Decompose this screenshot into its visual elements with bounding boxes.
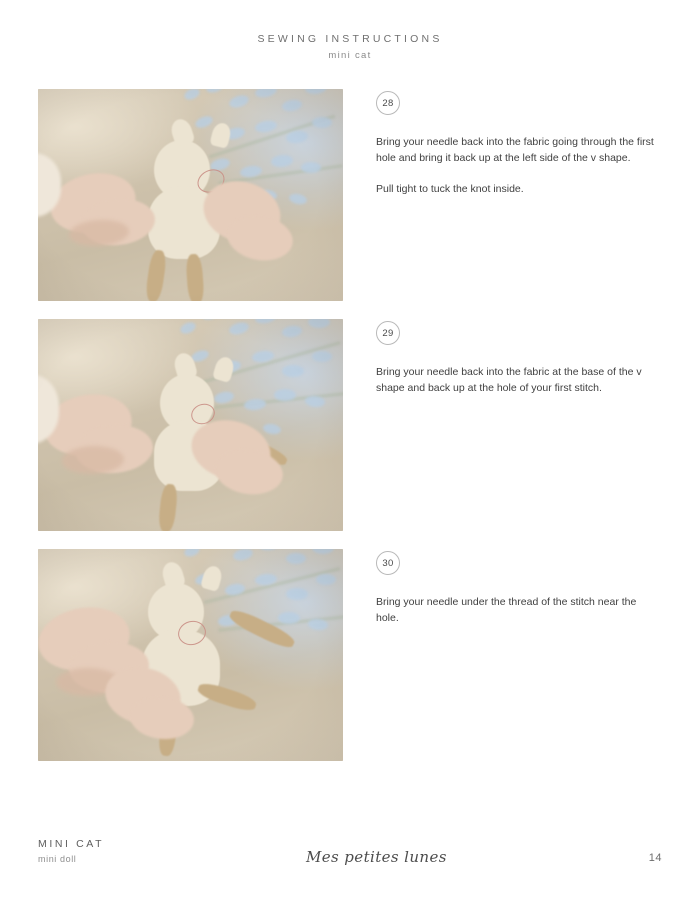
step-text [343, 89, 662, 207]
page-header [0, 0, 700, 61]
step-text [343, 549, 662, 637]
footer-left [38, 838, 104, 864]
step-row [38, 319, 662, 531]
steps-list [0, 89, 700, 761]
page-footer [38, 838, 662, 864]
step-row [38, 89, 662, 301]
page-subtitle: mini cat [328, 50, 372, 61]
step-number-badge: 30 [376, 551, 400, 575]
step-paragraph: Bring your needle under the thread of the stitch near the hole. [376, 596, 637, 625]
footer-title: MINI CAT [38, 838, 105, 850]
step-number-badge: 29 [376, 321, 400, 345]
step-photo [38, 89, 343, 301]
page-number: 14 [648, 852, 662, 864]
step-text [343, 319, 662, 407]
step-photo [38, 319, 343, 531]
step-row [38, 549, 662, 761]
step-paragraph: Pull tight to tuck the knot inside. [376, 182, 524, 195]
footer-brand: Mes petites lunes [305, 848, 447, 866]
page-title: SEWING INSTRUCTIONS [257, 33, 443, 45]
footer-subtitle: mini doll [38, 854, 77, 864]
step-paragraph: Bring your needle back into the fabric going through the first hole and bring it back up at the left side of the v shape. [376, 136, 654, 165]
step-number-badge: 28 [376, 91, 400, 115]
step-photo [38, 549, 343, 761]
step-paragraph: Bring your needle back into the fabric at the base of the v shape and back up at the hole of your first stitch. [376, 366, 642, 395]
